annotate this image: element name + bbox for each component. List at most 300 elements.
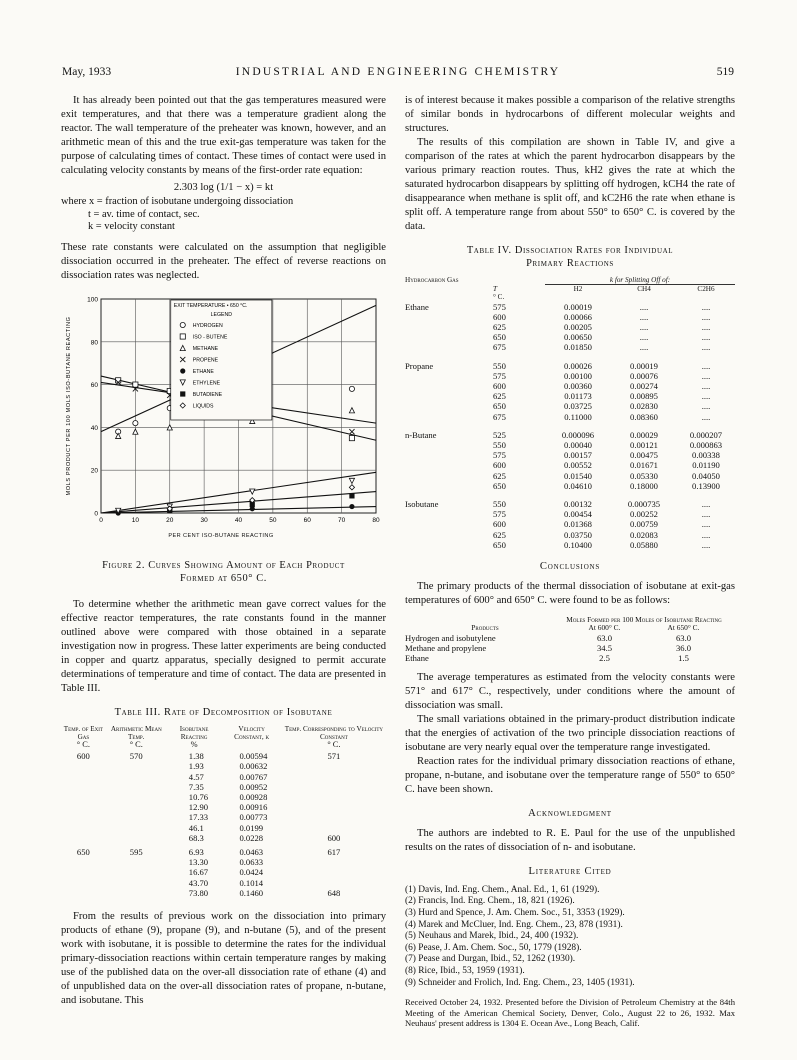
table4-gas xyxy=(405,540,493,550)
table4-gas xyxy=(405,440,493,450)
table4-cell: 0.11000 xyxy=(564,411,592,422)
paragraph: The primary products of the thermal dissociation of isobutane at exit-gas temperatures of 600° and 650° C. were found to be as follows: xyxy=(405,581,735,607)
table4-title-line: Primary Reactions xyxy=(526,258,614,269)
data-point xyxy=(180,368,185,373)
table4-cell: .... xyxy=(701,401,711,412)
table3-row xyxy=(61,812,386,822)
table4-cell: 650 xyxy=(493,332,506,343)
table4-cell: 0.01540 xyxy=(564,470,592,481)
table3-cell: 0.00916 xyxy=(239,802,268,813)
products-cell: 63.0 xyxy=(596,632,613,643)
table4-cell: .... xyxy=(701,360,711,371)
table3-row xyxy=(61,823,386,833)
table4-cell: .... xyxy=(639,322,649,333)
legend-entry: ETHANE xyxy=(192,368,214,375)
section-heading: Literature Cited xyxy=(528,865,612,877)
table4-cell: 0.05880 xyxy=(630,539,658,550)
data-point xyxy=(349,493,354,498)
table4-header: Hydrocarbon Gas xyxy=(405,276,459,284)
table3-cell: 600 xyxy=(76,751,90,762)
table3-cell: 0.1014 xyxy=(239,877,264,888)
table4-header: H2 xyxy=(573,285,583,294)
table3-row xyxy=(61,833,386,843)
table3-cell xyxy=(282,823,386,833)
table4-cell: 650 xyxy=(493,401,506,412)
table3-cell: 0.0633 xyxy=(239,857,264,868)
legend-entry: METHANE xyxy=(192,345,219,352)
x-tick-label: 30 xyxy=(200,516,208,524)
table4-cell: 0.00338 xyxy=(692,450,720,461)
data-point xyxy=(133,420,138,425)
table4-gas xyxy=(405,460,493,470)
data-point xyxy=(250,489,255,494)
table4-cell: .... xyxy=(701,311,711,322)
table-3 xyxy=(61,725,386,898)
table3-cell xyxy=(106,792,167,802)
table3-unit: ° C. xyxy=(327,739,341,749)
table3-cell xyxy=(106,772,167,782)
data-point xyxy=(133,382,138,387)
table4-row xyxy=(405,412,735,422)
table3-cell: 0.00928 xyxy=(239,791,268,802)
x-tick-label: 20 xyxy=(166,516,174,524)
legend-heading: LEGEND xyxy=(210,311,232,318)
table4-row xyxy=(405,342,735,352)
table4-cell: 0.00895 xyxy=(630,391,658,402)
table3-row xyxy=(61,888,386,898)
table4-cell: 0.00205 xyxy=(564,322,592,333)
table4-row xyxy=(405,371,735,381)
header-journal: INDUSTRIAL AND ENGINEERING CHEMISTRY xyxy=(235,66,561,78)
table3-cell xyxy=(61,812,106,822)
table4-header: T xyxy=(493,284,497,293)
table4-cell: 550 xyxy=(493,440,506,451)
table3-cell: 13.30 xyxy=(188,857,209,868)
x-axis-label: PER CENT ISO-BUTANE REACTING xyxy=(168,532,274,539)
table4-row xyxy=(405,540,735,550)
table4-cell: 0.00066 xyxy=(564,311,592,322)
products-cell: Ethane xyxy=(405,652,429,663)
reference-item: (5) Neuhaus and Marek, Ibid., 24, 400 (1932). xyxy=(405,931,579,942)
reference-item: (4) Marek and McCluer, Ind. Eng. Chem., 23, 878 (1931). xyxy=(405,919,623,930)
table4-unit: ° C. xyxy=(493,293,505,302)
received-note: Received October 24, 1932. Presented before the Division of Petroleum Chemistry at the 84th Meeting of the American Chemical Society, Denver, Colo., August 22 to 26, 1932. Max Neuhaus' present address is 1304 E. Ocean Ave., Long Beach, Calif. xyxy=(405,997,735,1029)
table3-cell: 617 xyxy=(327,846,341,857)
data-point xyxy=(349,407,354,412)
products-row xyxy=(405,643,723,653)
table3-cell xyxy=(61,772,106,782)
table4-gas xyxy=(405,509,493,519)
table4-title-line: Table IV. Dissociation Rates for Individual xyxy=(466,245,674,256)
table4-row xyxy=(405,422,735,440)
reference-item: (2) Francis, Ind. Eng. Chem., 18, 821 (1926). xyxy=(405,896,575,907)
products-row xyxy=(405,653,723,663)
data-point xyxy=(349,503,354,508)
table4-cell: 0.000863 xyxy=(689,440,723,451)
table4-cell: .... xyxy=(639,332,649,343)
table3-row xyxy=(61,878,386,888)
products-table-header: At 600° C. xyxy=(588,623,621,633)
table4-cell: .... xyxy=(701,529,711,540)
table4-cell: .... xyxy=(701,499,711,510)
table3-cell xyxy=(282,812,386,822)
table4-cell: .... xyxy=(701,322,711,333)
table4-cell: 0.01173 xyxy=(564,391,592,402)
table4-gas xyxy=(405,391,493,401)
table4-cell: 0.13900 xyxy=(692,480,720,491)
table3-cell xyxy=(282,792,386,802)
table3-cell: 12.90 xyxy=(188,802,209,813)
data-point xyxy=(133,429,138,434)
equation-definitions xyxy=(61,196,386,234)
table4-gas xyxy=(405,371,493,381)
table4-cell: 0.00100 xyxy=(564,370,592,381)
table4-cell: 650 xyxy=(493,480,506,491)
table4-gas xyxy=(405,481,493,491)
table4-row xyxy=(405,322,735,332)
table3-cell xyxy=(282,772,386,782)
table4-cell: 0.01190 xyxy=(692,460,720,471)
table4-gas xyxy=(405,332,493,342)
table3-cell xyxy=(61,823,106,833)
table4-cell: 0.00252 xyxy=(630,509,658,520)
table3-cell xyxy=(282,761,386,771)
table4-cell: 600 xyxy=(493,381,506,392)
paragraph: The results of this compilation are shown in Table IV, and give a comparison of the rates at which the parent hydrocarbon disappears by the various primary reaction routes. Thus, kH2 gives the rate at which the saturated hydrocarbon disappears by splitting off hydrogen, kCH4 the rate of disappearance when methane is split off, and kC2H6 the rate when ethane is split off. A temperature range from about 550° to 650° C. is covered by the data. xyxy=(405,137,735,232)
table3-cell xyxy=(106,823,167,833)
legend-entry: HYDROGEN xyxy=(192,322,223,329)
table3-cell: 1.38 xyxy=(188,751,204,762)
table3-cell: 68.3 xyxy=(188,832,204,843)
table3-cell: 0.0463 xyxy=(239,846,264,857)
table-4 xyxy=(405,276,735,550)
products-table-header: At 650° C. xyxy=(667,623,700,633)
table4-row xyxy=(405,440,735,450)
product-curves-chart xyxy=(61,293,381,533)
table3-unit xyxy=(221,741,281,751)
table4-cell: 0.00454 xyxy=(564,509,592,520)
table4-cell: 550 xyxy=(493,499,506,510)
x-tick-label: 10 xyxy=(131,516,139,524)
definition-t: t = av. time of contact, sec. xyxy=(88,208,200,220)
table4-cell: 0.00552 xyxy=(564,460,592,471)
reference-item: (7) Pease and Durgan, Ibid., 52, 1262 (1930). xyxy=(405,954,576,965)
table4-row xyxy=(405,491,735,509)
table4-cell: .... xyxy=(701,381,711,392)
table4-cell: 575 xyxy=(493,450,506,461)
legend-entry: BUTADIENE xyxy=(192,391,223,398)
left-column xyxy=(61,94,386,1008)
table4-cell: .... xyxy=(639,311,649,322)
paragraph: The authors are indebted to R. E. Paul for the use of the unpublished results on the rates of dissociation of n- and isobutane. xyxy=(405,827,735,853)
products-cell: Hydrogen and isobutylene xyxy=(405,632,496,643)
table4-cell: 0.04610 xyxy=(564,480,592,491)
table4-gas: Ethane xyxy=(405,301,429,312)
table3-cell: 0.1460 xyxy=(239,887,264,898)
table4-cell: 0.00121 xyxy=(630,440,658,451)
data-point xyxy=(349,478,354,483)
table4-gas xyxy=(405,401,493,411)
table3-cell xyxy=(61,792,106,802)
table3-cell: 0.0424 xyxy=(239,867,264,878)
paragraph: The average temperatures as estimated from the velocity constants were 571° and 617° C., respectively, under conditions where the amount of dissociation was small. xyxy=(405,671,735,711)
table4-cell: 0.00019 xyxy=(564,301,592,312)
products-cell: 2.5 xyxy=(599,652,610,663)
table3-cell xyxy=(282,782,386,792)
table3-cell: 1.93 xyxy=(188,761,204,772)
legend-entry: ETHYLENE xyxy=(192,380,221,386)
table3-cell xyxy=(106,833,167,843)
data-point xyxy=(116,433,121,438)
figure-caption-line: Figure 2. Curves Showing Amount of Each Product xyxy=(102,559,345,571)
reference-item: (3) Hurd and Spence, J. Am. Chem. Soc., 51, 3353 (1929). xyxy=(405,908,625,919)
table3-unit: ° C. xyxy=(129,739,143,749)
table4-row xyxy=(405,401,735,411)
paragraph: is of interest because it makes possible a comparison of the relative strengths of similar bonds in hydrocarbons of different molecular weights and structures. xyxy=(405,95,735,134)
table3-cell: 650 xyxy=(76,846,90,857)
table4-cell: .... xyxy=(701,342,711,353)
table4-header: C2H6 xyxy=(697,285,715,294)
table3-cell xyxy=(106,802,167,812)
table3-cell xyxy=(106,812,167,822)
table4-cell: .... xyxy=(701,301,711,312)
table3-row xyxy=(61,772,386,782)
table4-gas xyxy=(405,312,493,322)
table4-cell: 600 xyxy=(493,311,506,322)
y-tick-label: 80 xyxy=(90,338,98,346)
table3-row xyxy=(61,802,386,812)
x-tick-label: 40 xyxy=(234,516,243,524)
table4-row xyxy=(405,460,735,470)
table4-cell: 575 xyxy=(493,509,506,520)
table3-row xyxy=(61,751,386,761)
definition-k: k = velocity constant xyxy=(88,221,175,232)
table4-cell: 0.000207 xyxy=(689,429,723,440)
table4-cell: 0.04050 xyxy=(692,470,720,481)
data-point xyxy=(349,386,354,391)
table3-header: Velocity Constant, k xyxy=(234,724,270,741)
table4-cell: .... xyxy=(701,509,711,520)
table3-cell xyxy=(282,857,386,867)
table4-cell: .... xyxy=(701,370,711,381)
table3-cell: 6.93 xyxy=(188,846,204,857)
table3-cell xyxy=(106,878,167,888)
table3-cell xyxy=(61,867,106,877)
table4-gas xyxy=(405,450,493,460)
table3-row xyxy=(61,857,386,867)
table4-gas: Propane xyxy=(405,360,434,371)
table4-cell: 575 xyxy=(493,301,506,312)
table4-row xyxy=(405,519,735,529)
legend-box xyxy=(171,300,272,420)
table4-cell: 0.00759 xyxy=(630,519,658,530)
x-tick-label: 60 xyxy=(303,516,311,524)
table3-header: Arithmetic Mean Temp. xyxy=(110,724,162,741)
table4-cell: 625 xyxy=(493,529,506,540)
table3-cell: 0.00767 xyxy=(239,771,268,782)
reference-item: (9) Schneider and Frolich, Ind. Eng. Chem., 23, 1405 (1931). xyxy=(405,977,635,988)
table3-cell: 600 xyxy=(327,832,341,843)
table4-cell: 0.00029 xyxy=(630,429,658,440)
table4-row xyxy=(405,450,735,460)
table3-cell xyxy=(61,857,106,867)
figure-caption-line: Formed at 650° C. xyxy=(180,572,267,584)
table3-cell xyxy=(106,761,167,771)
legend-title: EXIT TEMPERATURE • 650 °C. xyxy=(173,302,248,309)
products-row xyxy=(405,633,723,643)
table4-cell: 0.02830 xyxy=(630,401,658,412)
table4-gas xyxy=(405,322,493,332)
table3-cell: 0.00952 xyxy=(239,781,268,792)
table4-cell: 0.00132 xyxy=(564,499,592,510)
reference-item: (6) Pease, J. Am. Chem. Soc., 50, 1779 (1928). xyxy=(405,942,582,953)
products-table xyxy=(405,616,723,663)
y-tick-label: 100 xyxy=(87,296,98,303)
table3-cell: 595 xyxy=(129,846,143,857)
table4-row xyxy=(405,530,735,540)
paragraph: It has already been pointed out that the gas temperatures measured were exit temperatures, and that there was a temperature gradient along the reactor. The wall temperature of the preheater was known, however, and an arithmetic mean of this and the true exit-gas temperature was taken for the purpose of calculating times of contact. These times of contact were used in calculating velocity constants by means of the first-order rate equation: xyxy=(61,95,386,176)
table4-gas xyxy=(405,342,493,352)
table3-row xyxy=(61,792,386,802)
table3-cell: 17.33 xyxy=(188,812,209,823)
table3-cell xyxy=(106,782,167,792)
products-cell: 34.5 xyxy=(596,642,613,653)
table4-cell: 0.03725 xyxy=(564,401,592,412)
table4-gas xyxy=(405,412,493,422)
x-tick-label: 80 xyxy=(372,516,380,524)
data-point xyxy=(180,322,185,327)
table3-row xyxy=(61,867,386,877)
x-tick-label: 0 xyxy=(99,516,103,524)
y-tick-label: 60 xyxy=(90,381,98,389)
table4-cell: 625 xyxy=(493,391,506,402)
table4-header: k for Splitting Off of: xyxy=(545,276,735,285)
table3-cell: 571 xyxy=(327,751,341,762)
table4-cell: 0.02083 xyxy=(630,529,658,540)
paragraph: These rate constants were calculated on the assumption that negligible dissociation occurred in the preheater. The effect of reverse reactions on dissociation rates was neglected. xyxy=(61,241,386,281)
data-point xyxy=(349,484,354,489)
reference-item: (1) Davis, Ind. Eng. Chem., Anal. Ed., 1, 61 (1929). xyxy=(405,884,600,895)
table3-header: Temp. Corresponding to Velocity Constant xyxy=(284,724,384,741)
legend-entry: PROPENE xyxy=(192,357,219,363)
table3-cell: 0.00632 xyxy=(239,761,268,772)
legend-entry: LIQUIDS xyxy=(192,403,214,409)
reference-item: (8) Rice, Ibid., 53, 1959 (1931). xyxy=(405,966,525,977)
table4-cell: 625 xyxy=(493,470,506,481)
table4-cell: 0.000735 xyxy=(627,499,661,510)
table4-cell: 525 xyxy=(493,429,506,440)
table4-gas xyxy=(405,519,493,529)
paragraph: From the results of previous work on the dissociation into primary products of ethane (9), propane (9), and n-butane (5), and of the present work with isobutane, it is possible to determine the rates for the individual primary-dissociation reactions within certain temperature ranges by making use of the published data on the over-all dissociation rate of ethane (4) and of unpublished data on the over-all dissociation rates of propane, n-butane, and isobutane. This xyxy=(61,910,386,1006)
figure-2 xyxy=(61,293,381,555)
table4-cell: 0.00040 xyxy=(564,440,592,451)
products-table-header: Products xyxy=(471,623,499,633)
table3-row xyxy=(61,761,386,771)
table3-cell: 0.00773 xyxy=(239,812,268,823)
table3-header: Isobutane Reacting xyxy=(179,724,209,741)
table3-cell xyxy=(61,782,106,792)
table4-row xyxy=(405,332,735,342)
table3-cell xyxy=(282,867,386,877)
table4-cell: 0.000096 xyxy=(561,429,595,440)
products-table-header: Moles Formed per 100 Moles of Isobutane Reacting xyxy=(566,615,722,625)
paragraph: Reaction rates for the individual primary dissociation reactions of ethane, propane, n-butane, and isobutane over the temperature range of 550° to 650° C. have been shown. xyxy=(405,755,735,795)
figure-caption xyxy=(61,559,386,585)
rate-equation: 2.303 log (1/1 − x) = kt xyxy=(173,182,274,193)
table3-cell: 0.00594 xyxy=(239,751,268,762)
data-point xyxy=(349,435,354,440)
table4-cell: .... xyxy=(701,391,711,402)
table4-cell: 0.01850 xyxy=(564,342,592,353)
table4-cell: 0.01671 xyxy=(630,460,658,471)
table4-row xyxy=(405,302,735,312)
table4-cell: .... xyxy=(701,411,711,422)
table3-unit: ° C. xyxy=(76,739,90,749)
paragraph: To determine whether the arithmetic mean gave correct values for the effective reactor temperatures, the rate constants found in the manner outlined above were compared with those obtained in a separate investigation now in progress. These latter experiments are being conducted in copper and quartz apparatus, specially designed to permit accurate determinations of temperature and time of contact. The data are presented in Table III. xyxy=(61,598,386,694)
table3-cell: 46.1 xyxy=(188,822,204,833)
running-header xyxy=(62,66,734,82)
right-column xyxy=(405,94,735,1029)
table3-cell xyxy=(282,802,386,812)
table4-cell: .... xyxy=(701,519,711,530)
table4-cell: .... xyxy=(639,342,649,353)
table3-cell: 648 xyxy=(327,887,341,898)
table4-title xyxy=(405,244,735,270)
table4-cell: 0.00274 xyxy=(630,381,658,392)
table4-cell: .... xyxy=(701,539,711,550)
table4-cell: .... xyxy=(639,301,649,312)
y-axis-label: MOLS PRODUCT PER 100 MOLS ISO-BUTANE REACTING xyxy=(66,315,72,496)
table4-cell: 650 xyxy=(493,539,506,550)
table3-cell xyxy=(61,761,106,771)
table4-header: CH4 xyxy=(637,285,651,294)
y-tick-label: 20 xyxy=(90,467,98,475)
table3-title: Table III. Rate of Decomposition of Isobutane xyxy=(114,706,333,718)
table4-row xyxy=(405,471,735,481)
table3-cell: 0.0199 xyxy=(239,822,264,833)
products-cell: Methane and propylene xyxy=(405,642,487,653)
table3-cell xyxy=(61,888,106,898)
table4-cell: 0.10400 xyxy=(564,539,592,550)
table4-row xyxy=(405,509,735,519)
section-heading: Conclusions xyxy=(539,561,601,573)
table4-cell: 0.03750 xyxy=(564,529,592,540)
table3-cell xyxy=(61,833,106,843)
table4-cell: 0.00157 xyxy=(564,450,592,461)
table4-row xyxy=(405,391,735,401)
table4-cell: 0.00475 xyxy=(630,450,658,461)
products-cell: 36.0 xyxy=(675,642,692,653)
table3-cell xyxy=(106,867,167,877)
header-date: May, 1933 xyxy=(62,66,112,78)
references-list xyxy=(405,885,735,989)
table4-cell: .... xyxy=(701,332,711,343)
table3-cell: 4.57 xyxy=(188,771,204,782)
table4-cell: 0.08360 xyxy=(630,411,658,422)
data-point xyxy=(180,391,185,396)
table4-cell: 675 xyxy=(493,411,506,422)
section-heading: Acknowledgment xyxy=(528,807,612,819)
table3-cell: 7.35 xyxy=(188,781,204,792)
table3-cell: 73.80 xyxy=(188,887,209,898)
table3-cell xyxy=(106,888,167,898)
x-tick-label: 70 xyxy=(338,516,346,524)
table4-cell: 0.00650 xyxy=(564,332,592,343)
table4-cell: 0.00076 xyxy=(630,370,658,381)
legend-entry: ISO - BUTENE xyxy=(192,334,228,340)
table3-cell xyxy=(106,857,167,867)
table4-cell: 575 xyxy=(493,370,506,381)
